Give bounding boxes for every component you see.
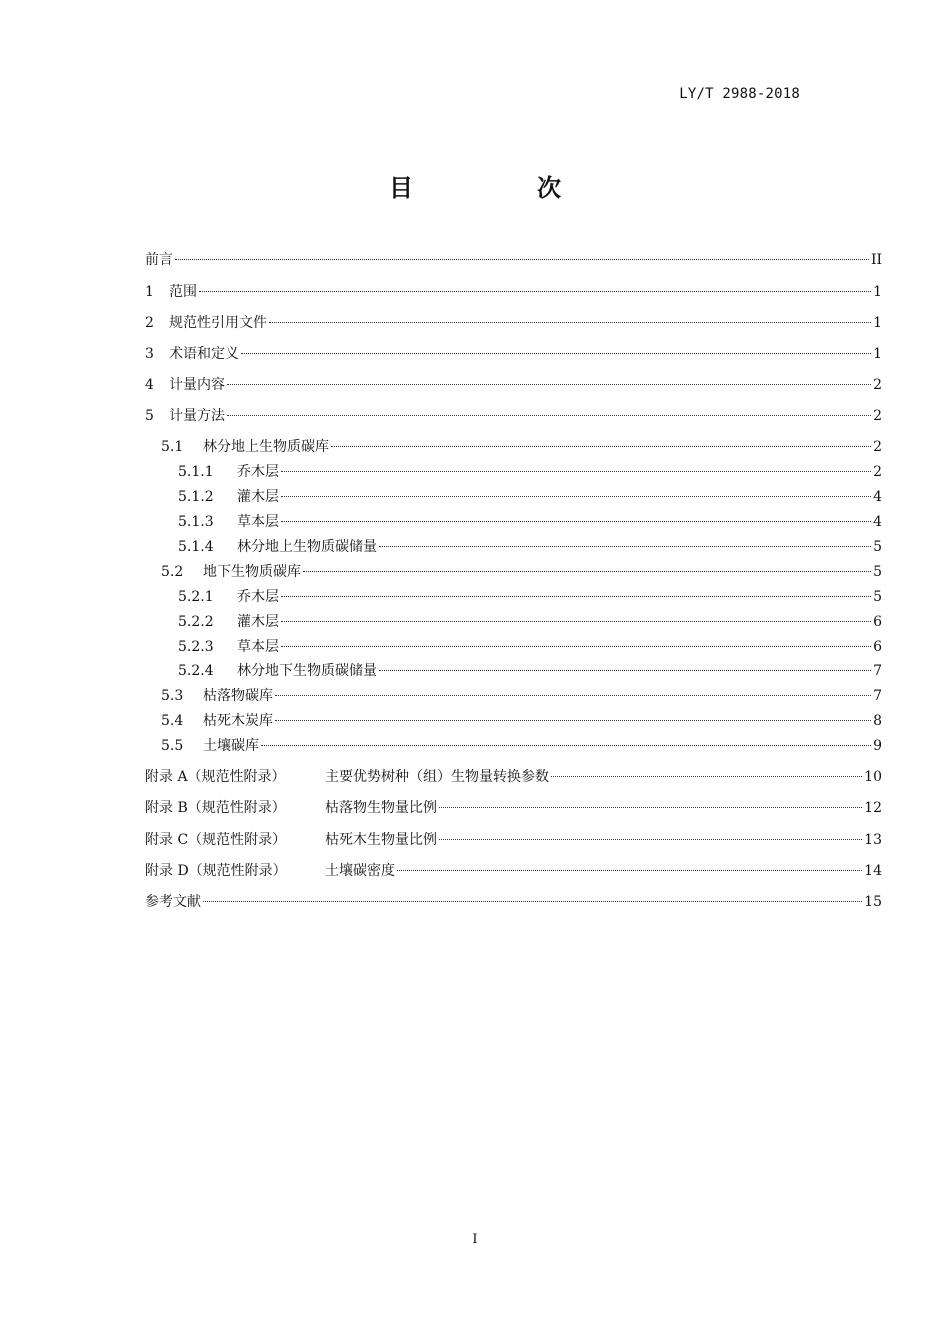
toc-entry-page: 6	[873, 639, 882, 655]
toc-entry-label: 林分地上生物质碳储量	[237, 539, 377, 555]
toc-entry-page: 5	[873, 564, 882, 580]
toc-entry-number: 5	[145, 408, 154, 424]
dot-leader	[439, 838, 862, 840]
toc-entry-page: 12	[864, 800, 882, 816]
dot-leader	[379, 669, 871, 671]
toc-entry[interactable]	[161, 711, 882, 731]
toc-entry-number: 2	[145, 315, 154, 331]
toc-entry-page: 15	[864, 894, 882, 910]
toc-entry-number: 5.1	[161, 439, 184, 455]
toc-entry[interactable]	[145, 767, 882, 787]
toc-entry-page: 2	[873, 377, 882, 393]
dot-leader	[241, 352, 871, 354]
toc-entry-label: 参考文献	[145, 894, 201, 910]
dot-leader	[281, 645, 871, 647]
toc-entry-number: 3	[145, 346, 154, 362]
dot-leader	[379, 545, 871, 547]
toc-entry-label: 林分地上生物质碳库	[203, 439, 329, 455]
dot-leader	[303, 570, 871, 572]
toc-entry[interactable]	[178, 462, 882, 482]
toc-entry-page: 2	[873, 439, 882, 455]
toc-entry-number: 5.4	[161, 713, 184, 729]
toc-entry-label: 地下生物质碳库	[203, 564, 301, 580]
toc-entry-number: 5.5	[161, 738, 184, 754]
toc-entry-number: 附录 C（规范性附录）	[145, 832, 287, 848]
toc-entry-number: 5.1.2	[178, 489, 214, 505]
toc-entry-page: 1	[873, 346, 882, 362]
dot-leader	[281, 495, 871, 497]
toc-entry[interactable]	[145, 282, 882, 302]
toc-entry-label: 枯落物生物量比例	[325, 800, 437, 816]
toc-entry-page: 14	[864, 863, 882, 879]
toc-entry-number: 5.2	[161, 564, 184, 580]
toc-entry-label: 草本层	[237, 639, 279, 655]
dot-leader	[269, 321, 871, 323]
toc-entry-label: 林分地下生物质碳储量	[237, 663, 377, 679]
toc-entry-number: 5.2.1	[178, 589, 214, 605]
toc-entry-number: 附录 B（规范性附录）	[145, 800, 286, 816]
page-title: 目 次	[389, 174, 611, 202]
toc-entry[interactable]	[178, 537, 882, 557]
toc-entry[interactable]	[145, 798, 882, 818]
toc-entry-label: 计量内容	[169, 377, 225, 393]
toc-entry-number: 5.2.2	[178, 614, 214, 630]
toc-entry-label: 灌木层	[237, 489, 279, 505]
toc-entry-label: 枯死木生物量比例	[325, 832, 437, 848]
dot-leader	[227, 383, 871, 385]
toc-entry-number: 5.1.3	[178, 514, 214, 530]
toc-entry-page: 2	[873, 464, 882, 480]
toc-entry[interactable]	[161, 437, 882, 457]
toc-entry-label: 前言	[145, 252, 173, 268]
dot-leader	[199, 290, 871, 292]
toc-entry[interactable]	[178, 612, 882, 632]
toc-entry-page: 10	[864, 769, 882, 785]
toc-entry[interactable]	[161, 736, 882, 756]
toc-entry[interactable]	[145, 406, 882, 426]
toc-entry-page: 2	[873, 408, 882, 424]
dot-leader	[175, 258, 869, 260]
toc-entry-number: 5.1.4	[178, 539, 214, 555]
toc-entry[interactable]	[178, 587, 882, 607]
dot-leader	[281, 470, 871, 472]
toc-entry-label: 乔木层	[237, 464, 279, 480]
toc-entry-label: 术语和定义	[169, 346, 239, 362]
toc-entry-page: II	[870, 252, 882, 268]
toc-entry-number: 5.2.4	[178, 663, 214, 679]
toc-entry[interactable]	[145, 892, 882, 912]
toc-entry-number: 4	[145, 377, 154, 393]
toc-entry-label: 计量方法	[169, 408, 225, 424]
dot-leader	[227, 414, 871, 416]
toc-entry[interactable]	[178, 637, 882, 657]
toc-entry-label: 土壤碳密度	[325, 863, 395, 879]
toc-entry-number: 5.2.3	[178, 639, 214, 655]
toc-entry-page: 9	[873, 738, 882, 754]
toc-entry-number: 5.1.1	[178, 464, 214, 480]
dot-leader	[281, 620, 871, 622]
toc-entry-number: 1	[145, 284, 154, 300]
toc-entry-page: 5	[873, 539, 882, 555]
toc-entry-page: 1	[873, 284, 882, 300]
toc-entry[interactable]	[145, 375, 882, 395]
page-number: I	[472, 1232, 478, 1247]
dot-leader	[551, 775, 862, 777]
toc-entry[interactable]	[145, 830, 882, 850]
standard-code: LY/T 2988-2018	[679, 86, 800, 102]
dot-leader	[275, 694, 871, 696]
toc-entry[interactable]	[178, 661, 882, 681]
dot-leader	[203, 900, 862, 902]
toc-entry-label: 乔木层	[237, 589, 279, 605]
toc-entry-page: 5	[873, 589, 882, 605]
toc-entry-label: 主要优势树种（组）生物量转换参数	[325, 769, 549, 785]
dot-leader	[275, 719, 871, 721]
dot-leader	[261, 744, 871, 746]
toc-entry-number: 附录 A（规范性附录）	[145, 769, 286, 785]
toc-entry-label: 草本层	[237, 514, 279, 530]
toc-entry-page: 4	[873, 514, 882, 530]
toc-entry-page: 7	[873, 688, 882, 704]
dot-leader	[439, 806, 862, 808]
toc-entry-page: 8	[873, 713, 882, 729]
toc-entry[interactable]	[161, 686, 882, 706]
toc-entry[interactable]	[145, 861, 882, 881]
toc-entry-label: 枯落物碳库	[203, 688, 273, 704]
toc-entry-page: 6	[873, 614, 882, 630]
dot-leader	[281, 595, 871, 597]
toc-entry-label: 灌木层	[237, 614, 279, 630]
toc-entry-page: 7	[873, 663, 882, 679]
dot-leader	[331, 445, 871, 447]
toc-entry[interactable]	[145, 313, 882, 333]
toc-entry-number: 5.3	[161, 688, 184, 704]
toc-entry[interactable]	[145, 250, 882, 270]
toc-entry-page: 1	[873, 315, 882, 331]
toc-entry-number: 附录 D（规范性附录）	[145, 863, 287, 879]
toc-entry[interactable]	[145, 344, 882, 364]
toc-entry-label: 枯死木炭库	[203, 713, 273, 729]
toc-entry[interactable]	[178, 487, 882, 507]
toc-entry[interactable]	[161, 562, 882, 582]
toc-entry-label: 土壤碳库	[203, 738, 259, 754]
toc-entry-label: 范围	[169, 284, 197, 300]
toc-entry-label: 规范性引用文件	[169, 315, 267, 331]
dot-leader	[281, 520, 871, 522]
toc-entry[interactable]	[178, 512, 882, 532]
toc-entry-page: 4	[873, 489, 882, 505]
toc-entry-page: 13	[864, 832, 882, 848]
dot-leader	[397, 869, 862, 871]
